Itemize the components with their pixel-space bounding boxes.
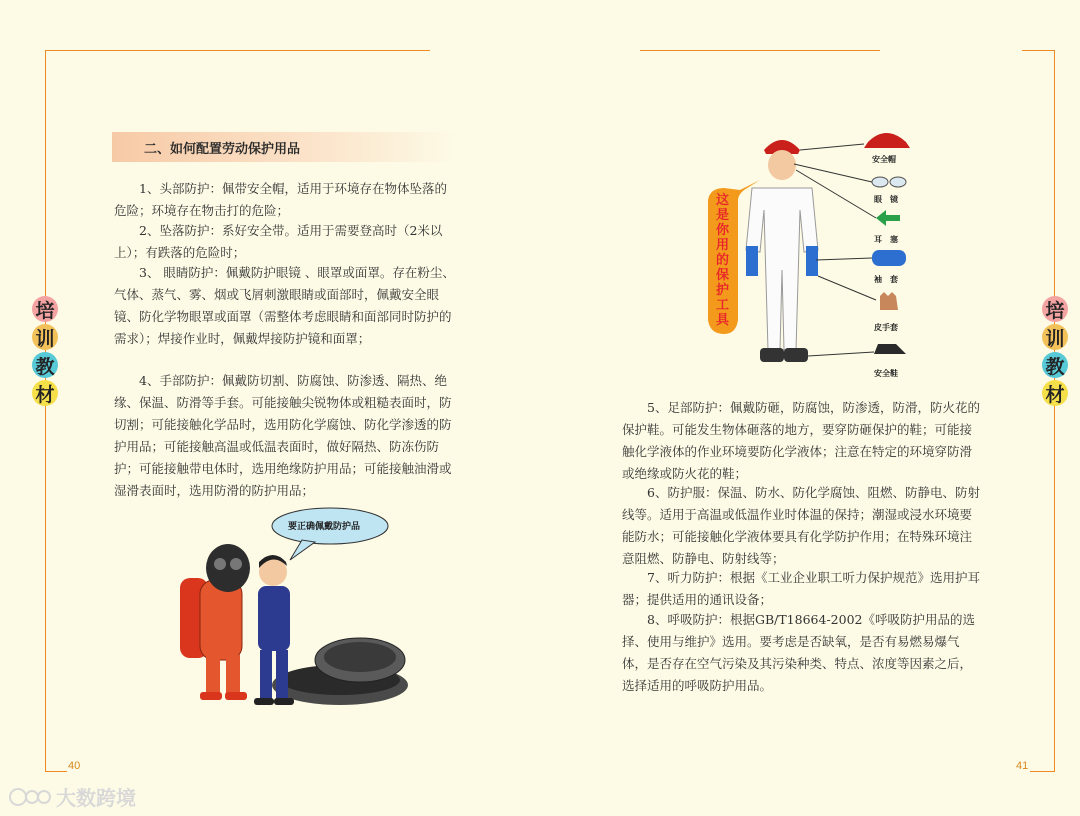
paragraph-protective-clothing: 6、防护服：保温、防水、防化学腐蚀、阻燃、防静电、防射线等。适用于高温或低温作业时体温的保持；潮湿或浸水环境要能防水；可能接触化学液体要具有化学防护作用；在特殊环境注意阻燃、防静电、防射线等；: [622, 485, 980, 566]
section-title: 二、如何配置劳动保护用品: [144, 141, 301, 157]
side-char: 教: [1042, 352, 1068, 378]
side-tab-right: [1042, 296, 1068, 406]
vertical-label-char: 你: [716, 223, 730, 238]
frame-top-left: [45, 50, 430, 51]
watermark-logo-icon: [8, 785, 52, 809]
speech-bubble: [272, 508, 388, 560]
watermark-text: 大数跨境: [56, 786, 136, 810]
frame-top-right: [640, 50, 880, 51]
side-char: 教: [32, 352, 58, 378]
earplug-icon: [876, 210, 900, 226]
paragraph-fall-protection: 2、坠落防护：系好安全带。适用于需要登高时（2米以上）；有跌落的危险时；: [114, 223, 443, 260]
safety-shoe-icon: [874, 344, 906, 354]
gear-label-goggles: 眼 镜: [874, 194, 898, 204]
vertical-label-char: 护: [716, 283, 730, 298]
side-char: 材: [32, 380, 58, 406]
section-header: [112, 132, 460, 162]
side-char: 培: [32, 296, 58, 322]
manhole-icon: [272, 638, 408, 705]
worker-orange-suit: [180, 544, 250, 700]
cartoon-illustration: [170, 500, 415, 715]
watermark: [8, 782, 136, 811]
side-char: 材: [1042, 380, 1068, 406]
vertical-label-char: 这: [716, 193, 730, 208]
side-tab-left: [32, 296, 58, 406]
page-number-right: 41: [1016, 760, 1029, 772]
paragraph-respiratory-protection: 8、呼吸防护：根据GB/T18664-2002《呼吸防护用品的选择、使用与维护》选用。要考虑是否缺氧，是否有易燃易爆气体，是否存在空气污染及其污染种类、特点、浓度等因素之后，选择适用的呼吸防护用品。: [622, 612, 975, 693]
vertical-label-char: 的: [716, 253, 730, 268]
speech-bubble-text: 要正确佩戴防护品: [288, 522, 361, 532]
frame-top-right-corner: [1022, 50, 1055, 51]
page-number-left: 40: [68, 760, 81, 772]
goggles-icon: [872, 177, 888, 187]
side-char: 训: [1042, 324, 1068, 350]
vertical-label-char: 是: [716, 208, 730, 223]
vertical-label-char: 保: [716, 268, 730, 283]
protective-gear-figure: [700, 120, 930, 380]
side-char: 培: [1042, 296, 1068, 322]
frame-left: [45, 50, 46, 772]
frame-right: [1054, 50, 1055, 772]
gear-label-earplugs: 耳 塞: [874, 234, 898, 244]
helmet-icon: [864, 133, 910, 148]
paragraph-hand-protection: 4、手部防护：佩戴防切割、防腐蚀、防渗透、隔热、绝缘、保温、防滑等手套。可能接触尖锐物体或粗糙表面时，防切割；可能接触化学品时，选用防化学腐蚀、防化学渗透的防护用品；可能接触高温或低温表面时，做好隔热、防冻伤防护；可能接触带电体时，选用绝缘防护用品；可能接触油滑或湿滑表面时，选用防滑的防护用品；: [114, 373, 452, 498]
paragraph-head-protection: 1、头部防护：佩带安全帽，适用于环境存在物体坠落的危险；环境存在物击打的危险；: [114, 181, 447, 218]
gear-label-shoes: 安全鞋: [874, 368, 898, 378]
vertical-label-char: 工: [716, 298, 730, 313]
vertical-label-char: 具: [716, 313, 730, 328]
gear-label-sleeves: 袖 套: [874, 274, 898, 284]
gear-label-gloves: 皮手套: [874, 322, 898, 332]
leather-glove-icon: [880, 292, 898, 310]
side-char: 训: [32, 324, 58, 350]
sleeve-icon: [872, 250, 906, 266]
gear-items: [864, 133, 910, 378]
paragraph-eye-protection: 3、 眼睛防护：佩戴防护眼镜 、眼罩或面罩。存在粉尘、气体、蒸气、雾、烟或飞屑刺激眼睛或面部时，佩戴安全眼镜、防化学物眼罩或面罩（需整体考虑眼睛和面部同时防护的需求）；焊接作业时，佩戴焊接防护镜和面罩；: [114, 265, 455, 346]
gear-label-helmet: 安全帽: [872, 154, 896, 164]
vertical-label-char: 用: [716, 238, 730, 253]
worker-in-white-suit: [746, 140, 818, 362]
paragraph-hearing-protection: 7、听力防护：根据《工业企业职工听力保护规范》选用护耳器；提供适用的通讯设备；: [622, 570, 980, 607]
paragraph-foot-protection: 5、足部防护：佩戴防砸，防腐蚀，防渗透，防滑，防火花的保护鞋。可能发生物体砸落的地方，要穿防砸保护的鞋；可能接触化学液体的作业环境要防化学液体；注意在特定的环境穿防滑或绝缘或防火花的鞋；: [622, 400, 980, 481]
frame-bottom-right: [1030, 771, 1055, 772]
frame-bottom-left: [45, 771, 67, 772]
